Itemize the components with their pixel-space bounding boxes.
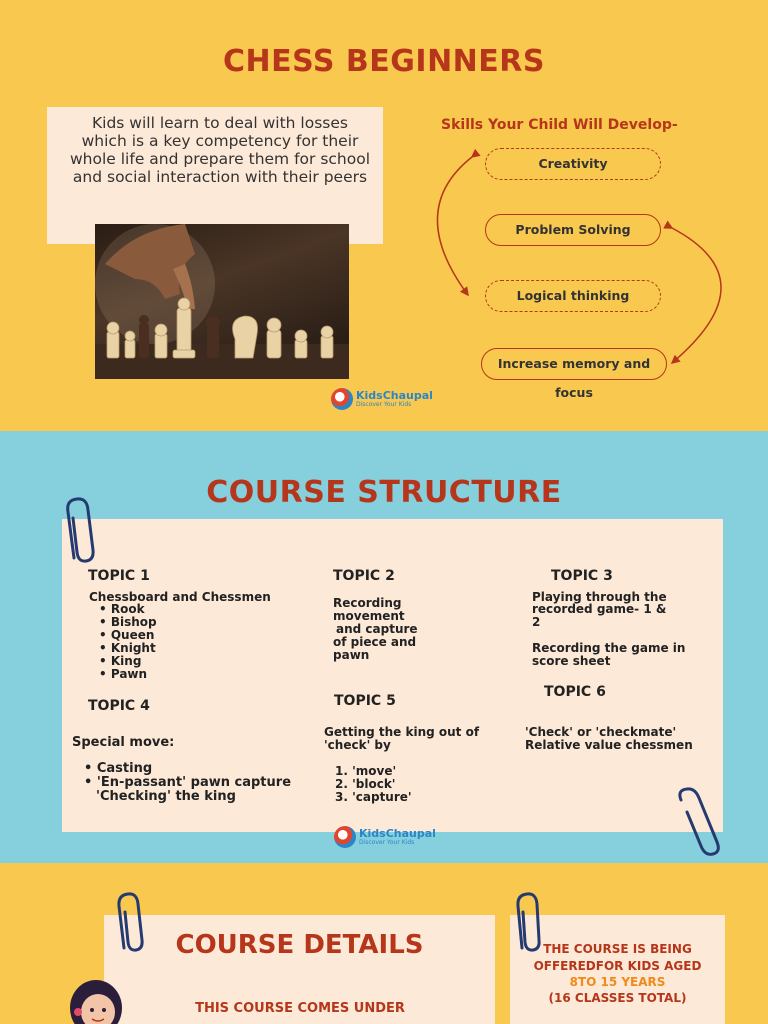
paperclip-icon <box>60 494 100 566</box>
skills-title: Skills Your Child Will Develop- <box>441 117 678 133</box>
kidschaupal-logo <box>331 388 433 410</box>
topic-6-line: Relative value chessmen <box>525 738 693 752</box>
topic-2-heading: TOPIC 2 <box>333 568 395 584</box>
age-line: (16 CLASSES TOTAL) <box>548 991 687 1005</box>
skill-logical-thinking: Logical thinking <box>485 280 661 312</box>
age-line: THE COURSE IS BEING <box>543 942 692 956</box>
section-title-course-structure: COURSE STRUCTURE <box>206 475 562 510</box>
topic-3-heading: TOPIC 3 <box>551 568 613 584</box>
list-item: 3. 'capture' <box>335 790 412 804</box>
list-item: 2. 'block' <box>335 777 396 791</box>
logo-tagline: Discover Your Kids <box>359 839 415 846</box>
topic-4-heading: TOPIC 4 <box>88 698 150 714</box>
age-line: OFFEREDFOR KIDS AGED <box>533 959 702 973</box>
topic-3-line: score sheet <box>532 654 611 668</box>
skill-memory-focus: Increase memory and focus <box>481 348 667 380</box>
list-item: • Bishop <box>99 615 157 629</box>
age-line: 8TO 15 YEARS <box>569 975 666 989</box>
topic-3-line: Recording the game in <box>532 641 686 655</box>
logo-name: KidsChaupal <box>359 827 436 840</box>
list-item: • Queen <box>99 628 155 642</box>
list-item: 'Checking' the king <box>96 789 236 804</box>
logo-icon <box>331 388 353 410</box>
list-item: • Pawn <box>99 667 148 681</box>
topic-6-line: 'Check' or 'checkmate' <box>525 725 677 739</box>
intro-text: Kids will learn to deal with losses which is a key competency for their whole life and prepare them for school and social interaction with their peers <box>70 114 371 186</box>
list-item: • King <box>99 654 142 668</box>
list-item: • 'En-passant' pawn capture <box>84 775 292 790</box>
section-title-course-details: COURSE DETAILS <box>175 930 424 960</box>
skill-problem-solving: Problem Solving <box>485 214 661 246</box>
list-item: 1. 'move' <box>335 764 397 778</box>
skill-creativity: Creativity <box>485 148 661 180</box>
topic-2-line: and capture <box>336 622 418 636</box>
paperclip-icon <box>671 786 727 858</box>
topic-5-heading: TOPIC 5 <box>334 693 396 709</box>
chess-photo <box>95 224 349 379</box>
topic-2-line: Recording <box>333 596 402 610</box>
chess-pieces-illustration <box>95 224 349 379</box>
course-details-subtitle: THIS COURSE COMES UNDER <box>195 1001 405 1016</box>
page-title: CHESS BEGINNERS <box>223 44 545 79</box>
list-item: • Rook <box>99 602 145 616</box>
paperclip-icon <box>112 890 148 954</box>
topic-6-heading: TOPIC 6 <box>544 684 606 700</box>
topic-3-line: 2 <box>532 615 541 629</box>
topic-1-heading: TOPIC 1 <box>88 568 150 584</box>
avatar <box>68 972 128 1024</box>
kidschaupal-logo <box>334 826 436 848</box>
topic-5-line: Getting the king out of <box>324 725 480 739</box>
topic-4-subtitle: Special move: <box>72 735 175 750</box>
topic-2-line: movement <box>333 609 405 623</box>
logo-tagline: Discover Your Kids <box>356 401 412 408</box>
topic-5-line: 'check' by <box>324 738 391 752</box>
topic-3-line: Playing through the <box>532 590 667 604</box>
list-item: • Knight <box>99 641 156 655</box>
logo-name: KidsChaupal <box>356 389 433 402</box>
topic-3-line: recorded game- 1 & <box>532 602 667 616</box>
logo-icon <box>334 826 356 848</box>
topic-1-subtitle: Chessboard and Chessmen <box>89 590 271 604</box>
list-item: • Casting <box>84 761 153 776</box>
topic-2-line: pawn <box>333 648 370 662</box>
topic-2-line: of piece and <box>333 635 417 649</box>
